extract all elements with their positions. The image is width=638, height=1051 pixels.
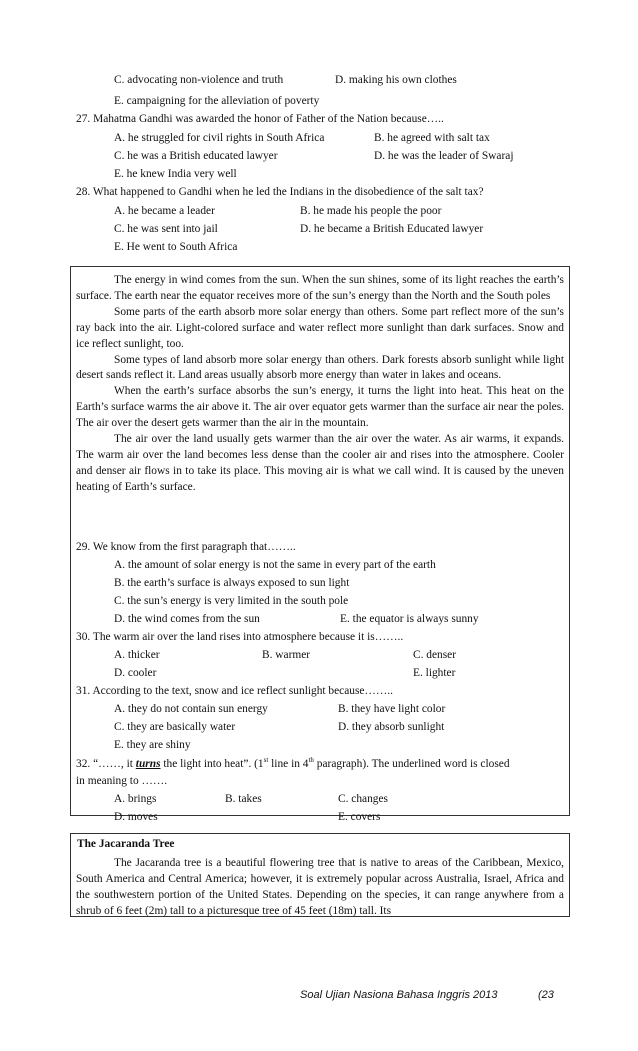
jacaranda-paragraph: The Jacaranda tree is a beautiful flowering tree that is native to areas of the Caribbean, Mexico, South America and Central America; however, it is extremely popular across Australia, Israel, Africa and the southwestern portion of the United States. Depending on the species, it can range anywhere from a shrub of 6 feet (2m) tall to a picturesque tree of 45 feet (18m) tall. Its [76, 857, 564, 917]
q31-option-b: B. they have light color [338, 703, 446, 715]
q32-option-d: D. moves [114, 811, 158, 823]
passage-paragraph-1: The energy in wind comes from the sun. When the sun shines, some of its light reaches the earth’s surface. The earth near the equator receives more of the sun’s energy than the North and the South poles [76, 274, 564, 302]
underlined-word: turns [135, 758, 161, 770]
q32-stem: 32. “……, it turns the light into heat”. (1st line in 4th paragraph). The underlined word is closed [76, 756, 510, 770]
footer-source: Soal Ujian Nasiona Bahasa Inggris 2013 [300, 989, 498, 1001]
jacaranda-passage [76, 855, 564, 919]
q31-option-c: C. they are basically water [114, 721, 236, 733]
q26-option-c: C. advocating non-violence and truth [114, 74, 284, 86]
q27-stem: 27. Mahatma Gandhi was awarded the honor of Father of the Nation because….. [76, 113, 444, 125]
q27-option-d: D. he was the leader of Swaraj [374, 150, 514, 162]
q32-option-b: B. takes [225, 793, 262, 805]
q30-stem: 30. The warm air over the land rises into atmosphere because it is…….. [76, 631, 404, 643]
q27-option-e: E. he knew India very well [114, 168, 237, 180]
q26-option-e: E. campaigning for the alleviation of poverty [114, 95, 320, 107]
q31-option-e: E. they are shiny [114, 739, 191, 751]
q31-option-a: A. they do not contain sun energy [114, 703, 268, 715]
q32-stem-line2: in meaning to ……. [76, 775, 168, 787]
passage-paragraph-5: The air over the land usually gets warmer than the air over the water. As air warms, it expands. The warm air over the land becomes less dense than the cooler air and rises into the atmosphere. Cooler and denser air flows in to take its place. This moving air is what we call wind. It is caused by the uneven heating of Earth’s surface. [76, 433, 564, 493]
passage-paragraph-2: Some parts of the earth absorb more solar energy than others. Some part reflect more of the sun’s ray back into the air. Light-colored surface and water reflect more sunlight than dark surfaces. Snow and ice reflect sunlight, too. [76, 305, 564, 350]
q29-stem: 29. We know from the first paragraph that…….. [76, 541, 296, 553]
page-number: (23 [538, 989, 554, 1001]
q32-option-e: E. covers [338, 811, 381, 823]
q28-stem: 28. What happened to Gandhi when he led the Indians in the disobedience of the salt tax? [76, 186, 484, 198]
q27-option-c: C. he was a British educated lawyer [114, 150, 278, 162]
q30-option-c: C. denser [413, 649, 457, 661]
q28-option-e: E. He went to South Africa [114, 241, 238, 253]
jacaranda-title: The Jacaranda Tree [77, 838, 175, 850]
q31-option-d: D. they absorb sunlight [338, 721, 445, 733]
q28-option-a: A. he became a leader [114, 205, 215, 217]
q27-option-a: A. he struggled for civil rights in South Africa [114, 132, 325, 144]
q26-option-d: D. making his own clothes [335, 74, 457, 86]
wind-passage [76, 273, 564, 496]
q29-option-e: E. the equator is always sunny [340, 613, 479, 625]
passage-paragraph-3: Some types of land absorb more solar energy than others. Dark forests absorb sunlight while light desert sands reflect it. Land areas usually absorb more energy than water in lakes and oceans. [76, 353, 564, 382]
q29-option-b: B. the earth’s surface is always exposed to sun light [114, 577, 350, 589]
q31-stem: 31. According to the text, snow and ice reflect sunlight because…….. [76, 685, 393, 697]
q32-option-a: A. brings [114, 793, 157, 805]
q29-option-d: D. the wind comes from the sun [114, 613, 260, 625]
q28-option-b: B. he made his people the poor [300, 205, 442, 217]
passage-paragraph-4: When the earth’s surface absorbs the sun’s energy, it turns the light into heat. This heat on the Earth’s surface warms the air above it. The air over equator gets warmer than the surface air near the poles. The air over the desert gets warmer than the air in the mountain. [76, 385, 564, 430]
q30-option-d: D. cooler [114, 667, 157, 679]
q29-option-c: C. the sun’s energy is very limited in the south pole [114, 595, 349, 607]
q29-option-a: A. the amount of solar energy is not the same in every part of the earth [114, 559, 436, 571]
q28-option-c: C. he was sent into jail [114, 223, 218, 235]
q32-option-c: C. changes [338, 793, 388, 805]
q30-option-a: A. thicker [114, 649, 160, 661]
q30-option-e: E. lighter [413, 667, 456, 679]
q30-option-b: B. warmer [262, 649, 311, 661]
q28-option-d: D. he became a British Educated lawyer [300, 223, 484, 235]
q27-option-b: B. he agreed with salt tax [374, 132, 490, 144]
